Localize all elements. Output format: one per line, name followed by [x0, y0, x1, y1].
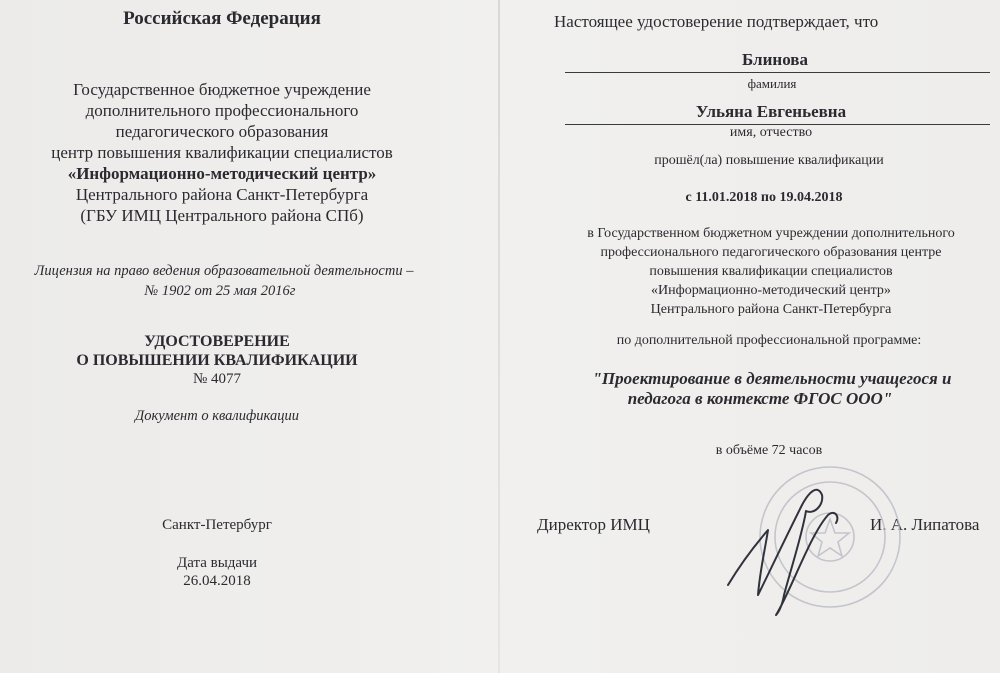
document-type: Документ о квалификации: [135, 408, 299, 424]
page-fold: [498, 0, 500, 673]
org-line-3: повышения квалификации специалистов: [649, 264, 893, 279]
surname-underline: [565, 72, 990, 73]
org-line-1: в Государственном бюджетном учреждении дополнительного: [587, 226, 955, 241]
license-line-1: Лицензия на право ведения образовательной деятельности –: [34, 263, 414, 279]
institution-line-2: дополнительного профессионального: [85, 101, 359, 120]
hours-text: в объёме 72 часов: [715, 443, 823, 458]
institution-line-7: (ГБУ ИМЦ Центрального района СПб): [80, 206, 364, 225]
city: Санкт-Петербург: [162, 517, 272, 533]
stamp-and-signature: [710, 465, 990, 625]
surname-caption: фамилия: [747, 76, 797, 91]
director-label: Директор ИМЦ: [537, 515, 650, 534]
certificate-number: № 4077: [192, 371, 242, 387]
institution-line-6: Центрального района Санкт-Петербурга: [75, 185, 369, 204]
certificate-title-1: УДОСТОВЕРЕНИЕ: [144, 333, 290, 350]
institution-line-5: «Информационно-методический центр»: [67, 164, 377, 183]
country-heading: Российская Федерация: [123, 8, 321, 29]
name-caption: имя, отчество: [729, 125, 813, 140]
issue-date: 26.04.2018: [183, 573, 251, 589]
issue-date-label: Дата выдачи: [176, 555, 258, 571]
org-line-2: профессионального педагогического образования центре: [600, 245, 942, 260]
license-line-2: № 1902 от 25 мая 2016г: [144, 283, 296, 299]
full-name: Ульяна Евгеньевна: [695, 102, 847, 121]
intro-text: Настоящее удостоверение подтверждает, что: [554, 12, 879, 31]
program-title-1: "Проектирование в деятельности учащегося и: [592, 369, 952, 388]
certificate-title-2: О ПОВЫШЕНИИ КВАЛИФИКАЦИИ: [76, 352, 358, 369]
official-seal: [760, 467, 900, 607]
org-line-5: Центрального района Санкт-Петербурга: [650, 302, 892, 317]
surname: Блинова: [742, 50, 808, 69]
institution-line-1: Государственное бюджетное учреждение: [73, 80, 371, 99]
passed-text: прошёл(ла) повышение квалификации: [654, 153, 884, 168]
director-name: И. А. Липатова: [870, 515, 980, 534]
program-title-2: педагога в контексте ФГОС ООО": [627, 389, 893, 408]
study-period: с 11.01.2018 по 19.04.2018: [685, 190, 843, 205]
org-line-4: «Информационно-методический центр»: [651, 283, 891, 298]
institution-line-4: центр повышения квалификации специалистов: [51, 143, 393, 162]
program-label: по дополнительной профессиональной программе:: [616, 333, 922, 348]
institution-line-3: педагогического образования: [115, 122, 329, 141]
